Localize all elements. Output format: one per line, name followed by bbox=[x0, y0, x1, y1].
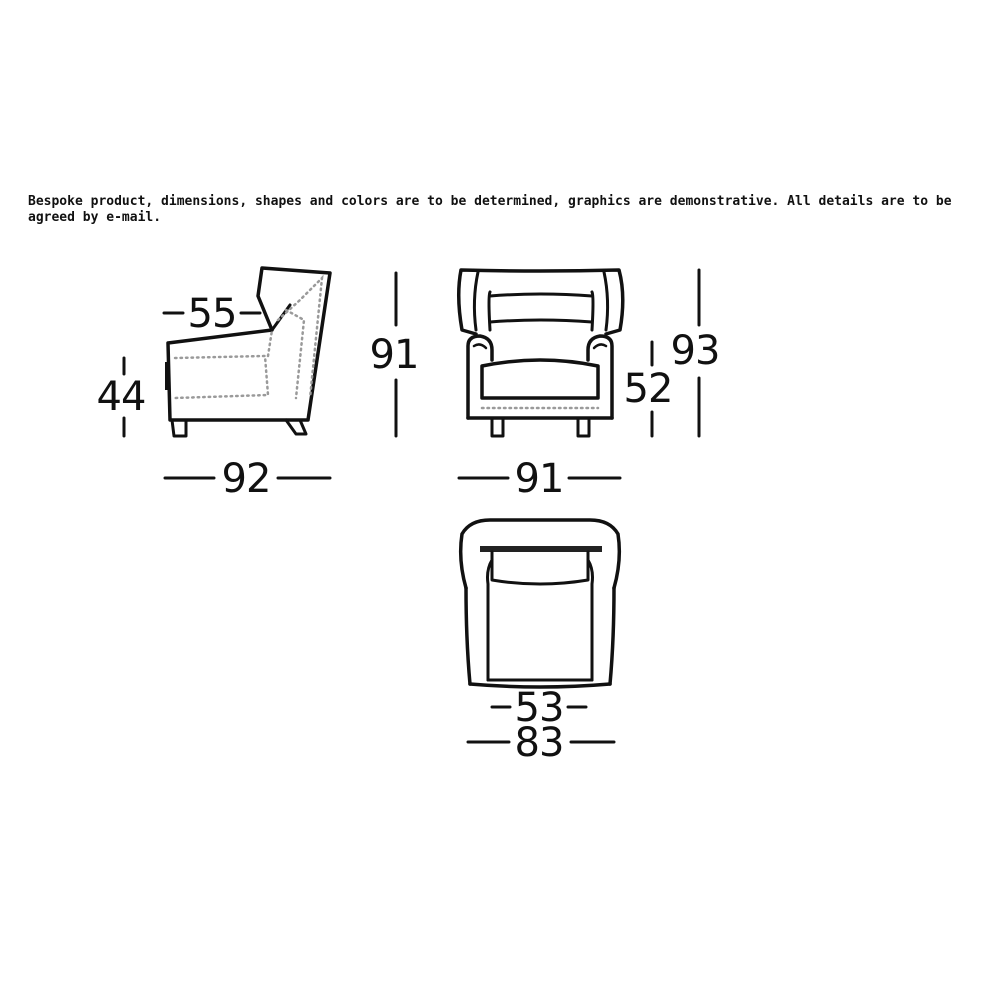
side-view bbox=[97, 268, 419, 502]
front-width-label: 91 bbox=[514, 456, 564, 502]
side-seat-depth-label: 55 bbox=[187, 291, 237, 337]
top-width-label: 83 bbox=[514, 720, 564, 766]
side-height-label: 91 bbox=[369, 332, 419, 378]
front-view-chair bbox=[459, 270, 623, 436]
side-depth-label: 92 bbox=[221, 456, 271, 502]
disclaimer-text: Bespoke product, dimensions, shapes and colors are to be determined, graphics are demonstrative. All details are to be agreed by e-mail. bbox=[28, 194, 952, 225]
top-view-chair bbox=[461, 520, 620, 687]
side-seat-height-label: 44 bbox=[96, 374, 146, 420]
top-view bbox=[461, 520, 620, 766]
top-seat-width-label: 53 bbox=[514, 685, 564, 731]
front-view bbox=[459, 270, 720, 502]
front-height-label: 93 bbox=[670, 328, 720, 374]
front-armrest-height-label: 52 bbox=[623, 366, 673, 412]
